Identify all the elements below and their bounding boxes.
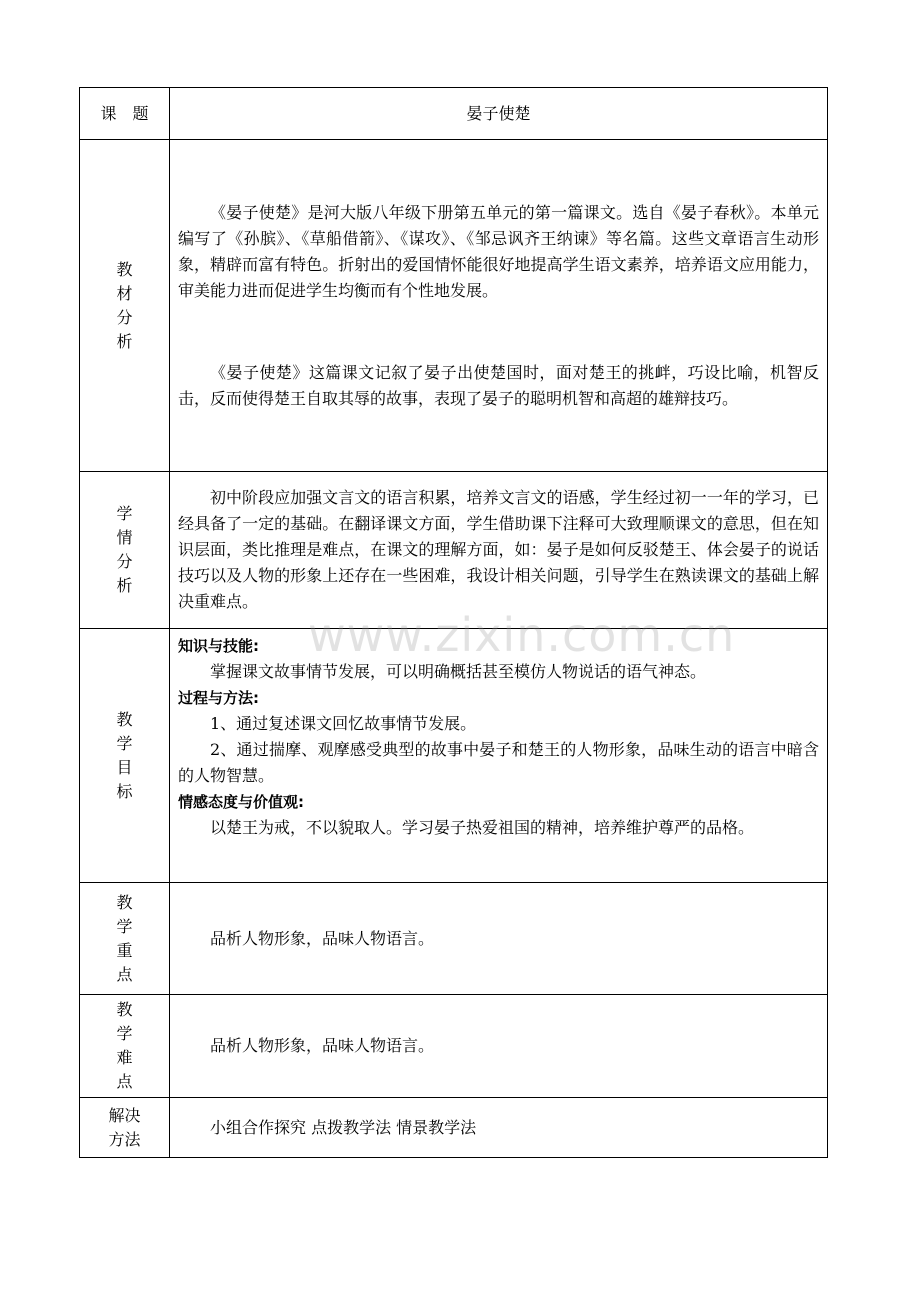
material-paragraph-1: 《晏子使楚》是河大版八年级下册第五单元的第一篇课文。选自《晏子春秋》。本单元编写了《孙膑》、《草船借箭》、《谋攻》、《邹忌讽齐王纳谏》等名篇。这些文章语言生动形象，精辟而富有特色。折射出的爱国情怀能很好地提高学生语文素养，培养语文应用能力，审美能力进而促进学生均衡而有个性地发展。 — [178, 202, 819, 300]
teaching-focus-content: 品析人物形象，品味人物语言。 — [170, 883, 828, 995]
goal-knowledge-text: 掌握课文故事情节发展，可以明确概括甚至模仿人物说话的语气神态。 — [210, 662, 707, 681]
row-method — [80, 1098, 828, 1158]
row-teaching-difficulty — [80, 995, 828, 1098]
lesson-plan-table — [79, 87, 828, 1158]
student-analysis-content — [170, 472, 828, 629]
student-analysis-label: 学 情 分 析 — [80, 472, 170, 629]
method-content: 小组合作探究 点拨教学法 情景教学法 — [170, 1098, 828, 1158]
row-student-analysis — [80, 472, 828, 629]
row-teaching-focus — [80, 883, 828, 995]
teaching-focus-label: 教 学 重 点 — [80, 883, 170, 995]
material-paragraph-2: 《晏子使楚》这篇课文记叙了晏子出使楚国时，面对楚王的挑衅，巧设比喻，机智反击，反而使得楚王自取其辱的故事，表现了晏子的聪明机智和高超的雄辩技巧。 — [178, 362, 819, 408]
teaching-difficulty-label: 教 学 难 点 — [80, 995, 170, 1098]
teaching-difficulty-content: 品析人物形象，品味人物语言。 — [170, 995, 828, 1098]
goal-heading-attitude: 情感态度与价值观: — [178, 793, 304, 811]
title-label: 课 题 — [80, 88, 170, 140]
goal-heading-knowledge: 知识与技能: — [178, 637, 259, 655]
row-material-analysis — [80, 140, 828, 472]
method-label: 解决 方法 — [80, 1098, 170, 1158]
student-paragraph: 初中阶段应加强文言文的语言积累，培养文言文的语感，学生经过初一一年的学习，已经具备了一定的基础。在翻译课文方面，学生借助课下注释可大致理顺课文的意思，但在知识层面，类比推理是难点，在课文的理解方面，如：晏子是如何反驳楚王、体会晏子的说话技巧以及人物的形象上还存在一些困难，我设计相关问题，引导学生在熟读课文的基础上解决重难点。 — [178, 488, 819, 611]
goal-process-item-1: 1、通过复述课文回忆故事情节发展。 — [210, 714, 477, 733]
teaching-goals-content — [170, 629, 828, 883]
material-analysis-content — [170, 140, 828, 472]
teaching-goals-label: 教 学 目 标 — [80, 629, 170, 883]
lesson-title: 晏子使楚 — [170, 88, 828, 140]
goal-heading-process: 过程与方法: — [178, 689, 259, 707]
material-analysis-label: 教 材 分 析 — [80, 140, 170, 472]
row-teaching-goals — [80, 629, 828, 883]
watermark: www.zixin.com.cn — [308, 608, 736, 662]
goal-process-item-2: 2、通过揣摩、观摩感受典型的故事中晏子和楚王的人物形象，品味生动的语言中暗含的人物智慧。 — [178, 740, 819, 785]
row-title — [80, 88, 828, 140]
goal-attitude-text: 以楚王为戒，不以貌取人。学习晏子热爱祖国的精神，培养维护尊严的品格。 — [210, 818, 755, 837]
